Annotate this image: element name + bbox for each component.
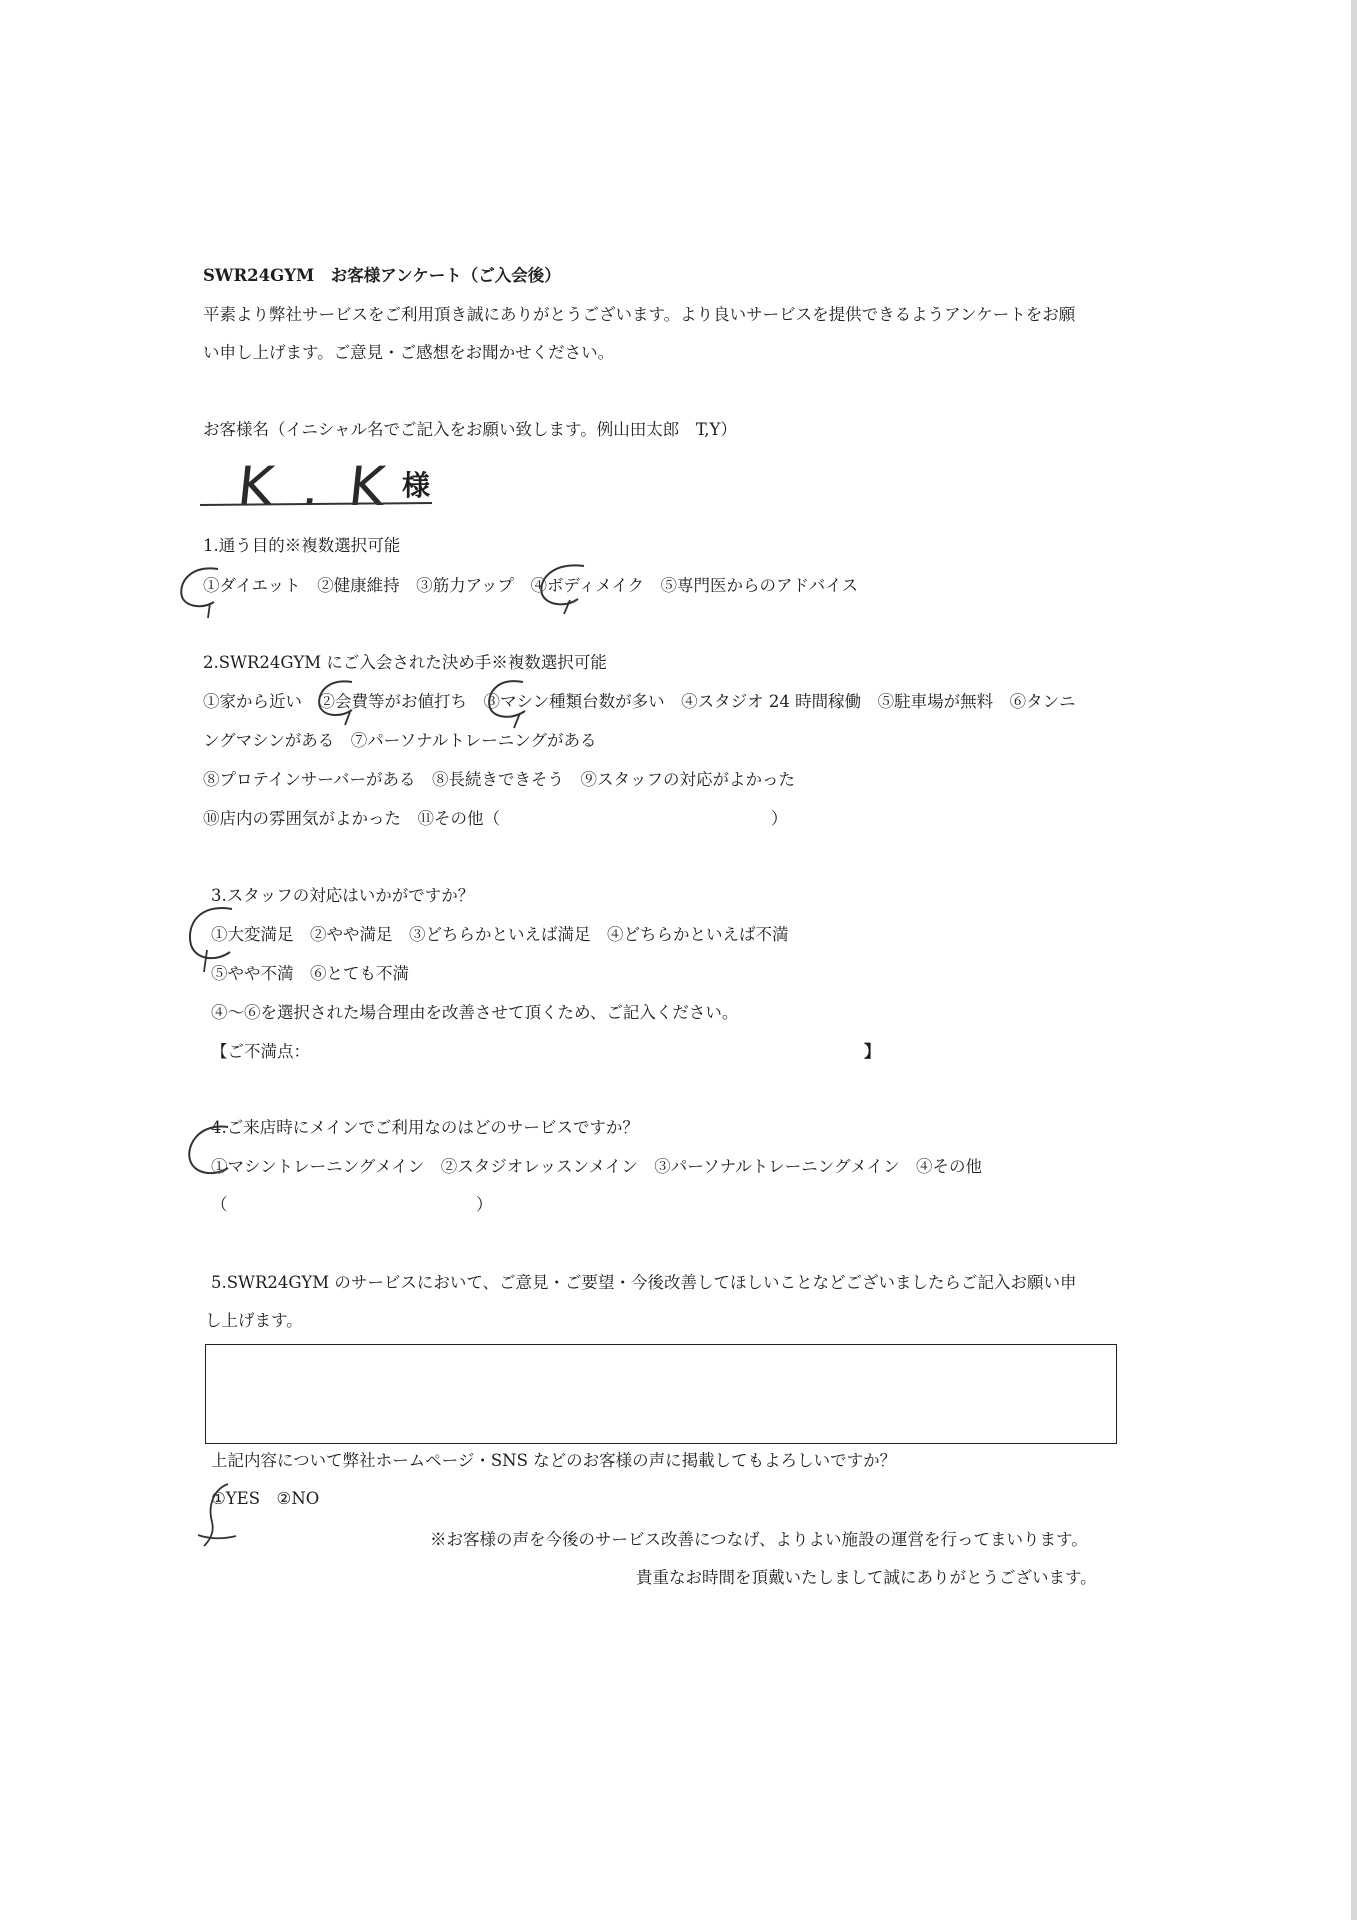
q3-note: ④～⑥を選択された場合理由を改善させて頂くため、ご記入ください。 — [211, 1003, 739, 1022]
intro-line-2: い申し上げます。ご意見・ご感想をお聞かせください。 — [203, 343, 615, 362]
q2-options-line-2[interactable]: ングマシンがある ⑦パーソナルトレーニングがある — [203, 731, 597, 750]
publish-options[interactable]: ①YES ②NO — [211, 1489, 320, 1508]
customer-name-handwritten[interactable]: K . K — [234, 455, 394, 518]
q4-other-close: ） — [476, 1195, 493, 1214]
q2-options-line-3[interactable]: ⑧プロテインサーバーがある ⑧長続きできそう ⑨スタッフの対応がよかった — [203, 770, 796, 789]
scan-edge — [1351, 0, 1357, 1920]
publish-question: 上記内容について弊社ホームページ・SNS などのお客様の声に掲載してもよろしいですか？ — [211, 1451, 897, 1470]
q3-complaint-label: 【ご不満点： — [211, 1042, 310, 1061]
q2-options-line-4[interactable]: ⑩店内の雰囲気がよかった ⑪その他（ — [203, 809, 500, 828]
q3-question: 3.スタッフの対応はいかがですか？ — [211, 886, 475, 905]
q2-other-close: ） — [771, 809, 788, 828]
q4-options[interactable]: ①マシントレーニングメイン ②スタジオレッスンメイン ③パーソナルトレーニングメイン ④その他 — [211, 1157, 982, 1176]
q5-answer-box[interactable] — [205, 1344, 1117, 1444]
q2-options-line-1[interactable]: ①家から近い ②会費等がお値打ち ③マシン種類台数が多い ④スタジオ 24 時間稼働 ⑤駐車場が無料 ⑥タンニ — [203, 692, 1076, 711]
q5-question-line-2: し上げます。 — [205, 1311, 303, 1330]
footer-line-1: ※お客様の声を今後のサービス改善につなげ、よりよい施設の運営を行ってまいります。 — [430, 1530, 1088, 1549]
footer-line-2: 貴重なお時間を頂戴いたしまして誠にありがとうございます。 — [636, 1568, 1097, 1587]
q1-options[interactable]: ①ダイエット ②健康維持 ③筋力アップ ④ボディメイク ⑤専門医からのアドバイス — [203, 576, 859, 595]
survey-title: SWR24GYM お客様アンケート（ご入会後） — [203, 266, 561, 285]
intro-line-1: 平素より弊社サービスをご利用頂き誠にありがとうございます。より良いサービスを提供できるようアンケートをお願 — [203, 305, 1076, 324]
q2-question: 2.SWR24GYM にご入会された決め手※複数選択可能 — [203, 653, 607, 672]
q4-question: 4.ご来店時にメインでご利用なのはどのサービスですか？ — [211, 1118, 639, 1137]
q3-options-line-1[interactable]: ①大変満足 ②やや満足 ③どちらかといえば満足 ④どちらかといえば不満 — [211, 925, 789, 944]
customer-name-suffix: 様 — [402, 469, 431, 502]
q3-options-line-2[interactable]: ⑤やや不満 ⑥とても不満 — [211, 964, 409, 983]
q1-question: 1.通う目的※複数選択可能 — [203, 536, 401, 555]
customer-name-label: お客様名（イニシャル名でご記入をお願い致します。例山田太郎 T,Y） — [203, 420, 737, 439]
q4-other-open: （ — [211, 1195, 228, 1214]
q3-complaint-close: 】 — [864, 1042, 881, 1061]
q5-question-line-1: 5.SWR24GYM のサービスにおいて、ご意見・ご要望・今後改善してほしいことなどございましたらご記入お願い申 — [211, 1273, 1077, 1292]
